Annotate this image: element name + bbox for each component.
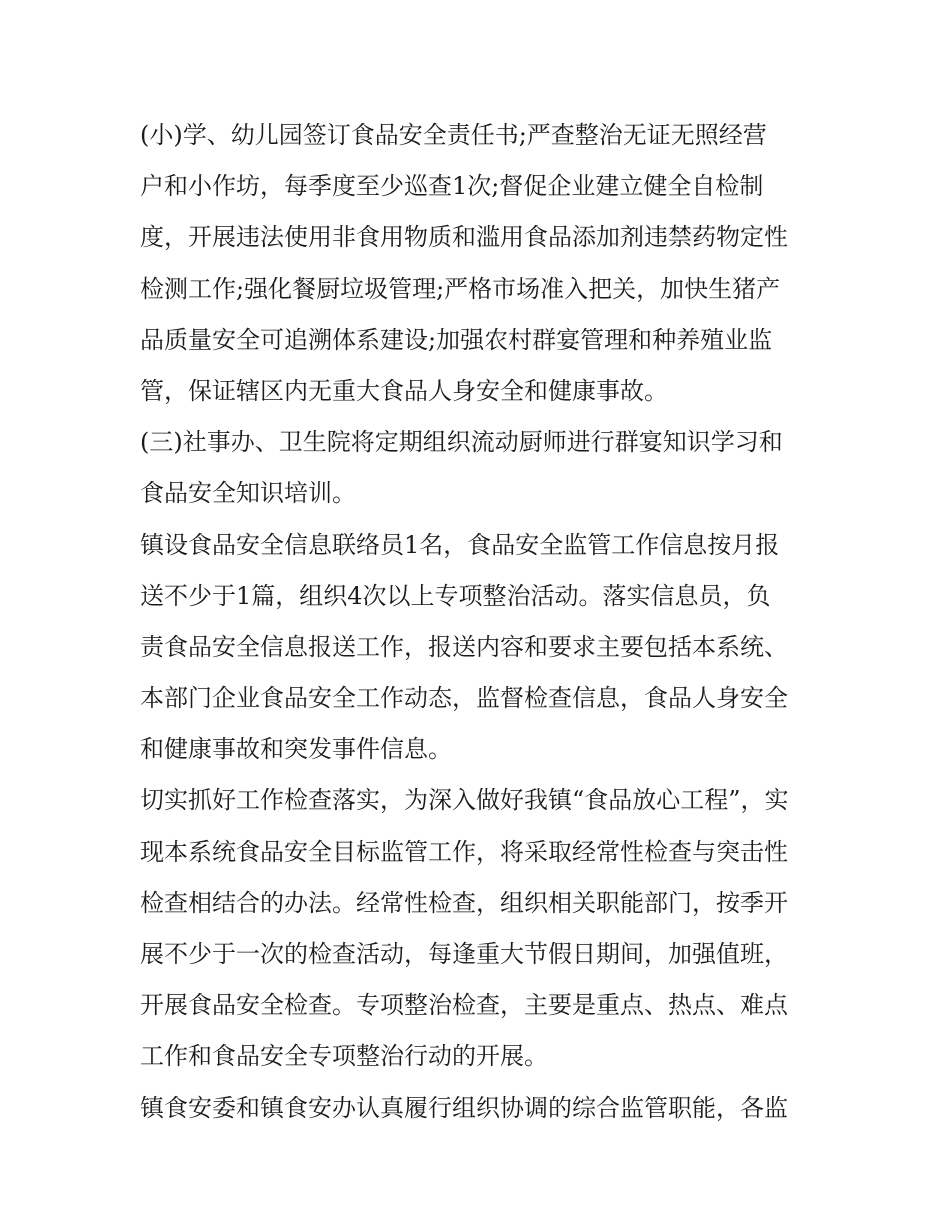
text-line: 切实抓好工作检查落实，为深入做好我镇“食品放心工程”，实 <box>140 786 789 815</box>
text-line: 镇设食品安全信息联络员1名，食品安全监管工作信息按月报 <box>140 530 780 559</box>
text-line: 工作和食品安全专项整治行动的开展。 <box>140 1042 548 1071</box>
text-line: 品质量安全可追溯体系建设;加强农村群宴管理和种养殖业监 <box>140 325 773 354</box>
text-line: 检查相结合的办法。经常性检查，组织相关职能部门，按季开 <box>140 888 788 917</box>
text-line: 户和小作坊，每季度至少巡查1次;督促企业建立健全自检制 <box>140 172 764 201</box>
text-line: 本部门企业食品安全工作动态，监督检查信息，食品人身安全 <box>140 684 788 713</box>
text-line: 度，开展违法使用非食用物质和滥用食品添加剂违禁药物定性 <box>140 223 788 252</box>
text-line: 食品安全知识培训。 <box>140 479 356 508</box>
text-line: 现本系统食品安全目标监管工作，将采取经常性检查与突击性 <box>140 837 788 866</box>
text-line: 和健康事故和突发事件信息。 <box>140 735 452 764</box>
text-line: 镇食安委和镇食安办认真履行组织协调的综合监管职能，各监 <box>140 1093 788 1122</box>
text-line: 送不少于1篇，组织4次以上专项整治活动。落实信息员，负 <box>140 581 771 610</box>
text-line: 责食品安全信息报送工作，报送内容和要求主要包括本系统、 <box>140 632 788 661</box>
text-line: (小)学、幼儿园签订食品安全责任书;严查整治无证无照经营 <box>140 121 767 149</box>
text-line: 检测工作;强化餐厨垃圾管理;严格市场准入把关，加快生猪产 <box>140 274 781 303</box>
text-line: (三)社事办、卫生院将定期组织流动厨师进行群宴知识学习和 <box>140 428 783 457</box>
document-body <box>140 110 820 1134</box>
text-line: 管，保证辖区内无重大食品人身安全和健康事故。 <box>140 376 668 405</box>
text-line: 展不少于一次的检查活动，每逢重大节假日期间，加强值班， <box>140 940 788 968</box>
text-line: 开展食品安全检查。专项整治检查，主要是重点、热点、难点 <box>140 991 788 1020</box>
